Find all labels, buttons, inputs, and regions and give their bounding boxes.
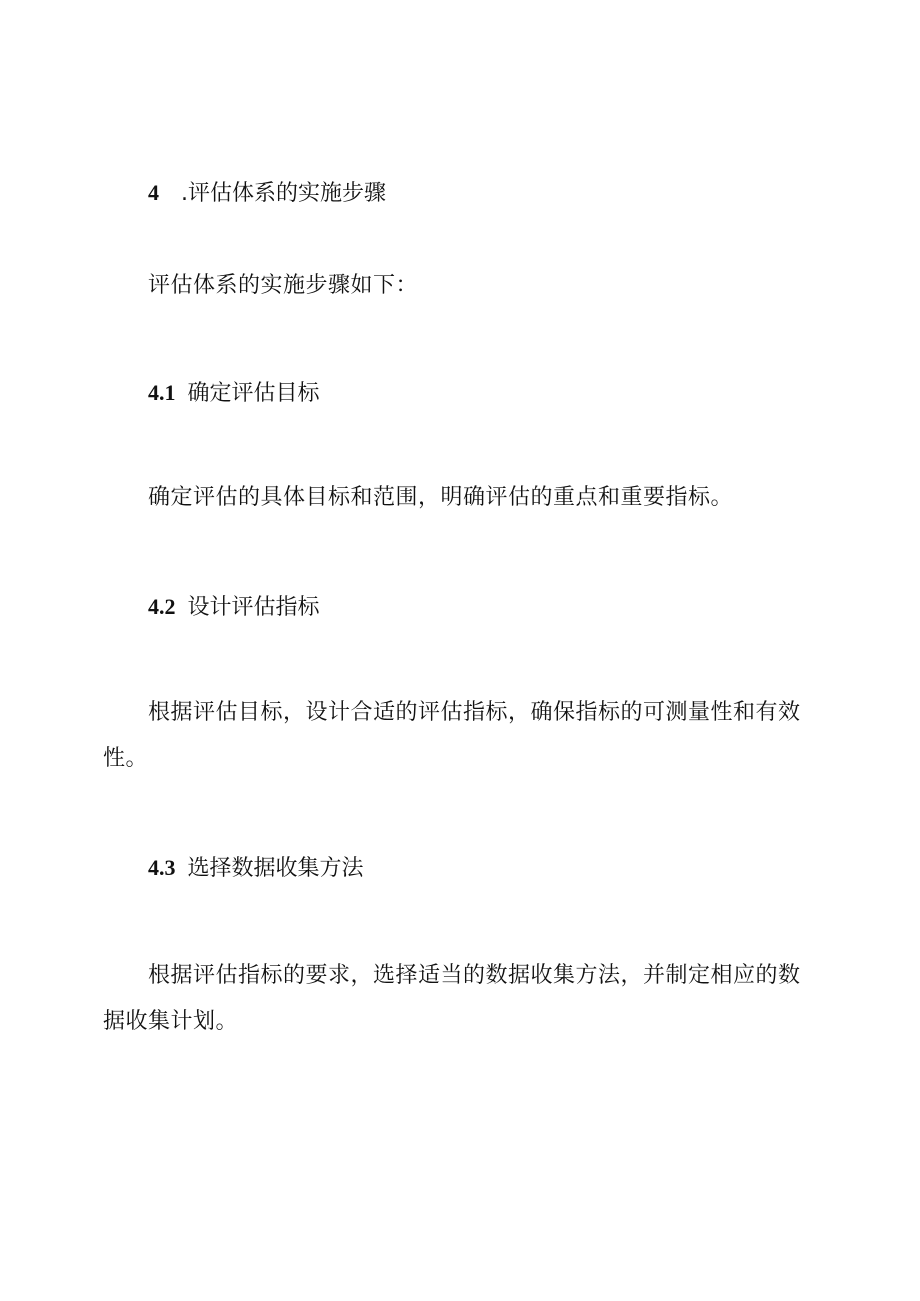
section-heading-4-2 [148,592,848,623]
section-heading-4 [148,178,848,209]
heading-number: 4.3 [148,855,176,880]
paragraph-line: 根据评估目标，设计合适的评估指标，确保指标的可测量性和有效 [148,700,801,725]
section-paragraph-4-3 [0,953,920,1045]
heading-title: 选择数据收集方法 [187,856,364,881]
section-heading-4-1 [148,378,848,409]
paragraph-line: 根据评估指标的要求，选择适当的数据收集方法，并制定相应的数 [148,963,801,988]
section-paragraph-4-2 [0,690,920,782]
section-heading-4-3 [148,853,848,884]
heading-number: 4.2 [148,594,176,619]
paragraph-line: 据收集计划。 [103,1009,239,1034]
heading-title: 设计评估指标 [187,595,320,620]
heading-title: 确定评估目标 [187,381,320,406]
paragraph-line: 确定评估的具体目标和范围，明确评估的重点和重要指标。 [148,485,734,510]
heading-number: 4 [148,180,159,205]
heading-title: .评估体系的实施步骤 [181,181,386,206]
section-paragraph-4-1 [0,475,920,521]
paragraph-line: 评估体系的实施步骤如下： [148,273,419,298]
heading-number: 4.1 [148,380,176,405]
section-paragraph-4 [0,263,920,309]
paragraph-line: 性。 [103,746,149,771]
